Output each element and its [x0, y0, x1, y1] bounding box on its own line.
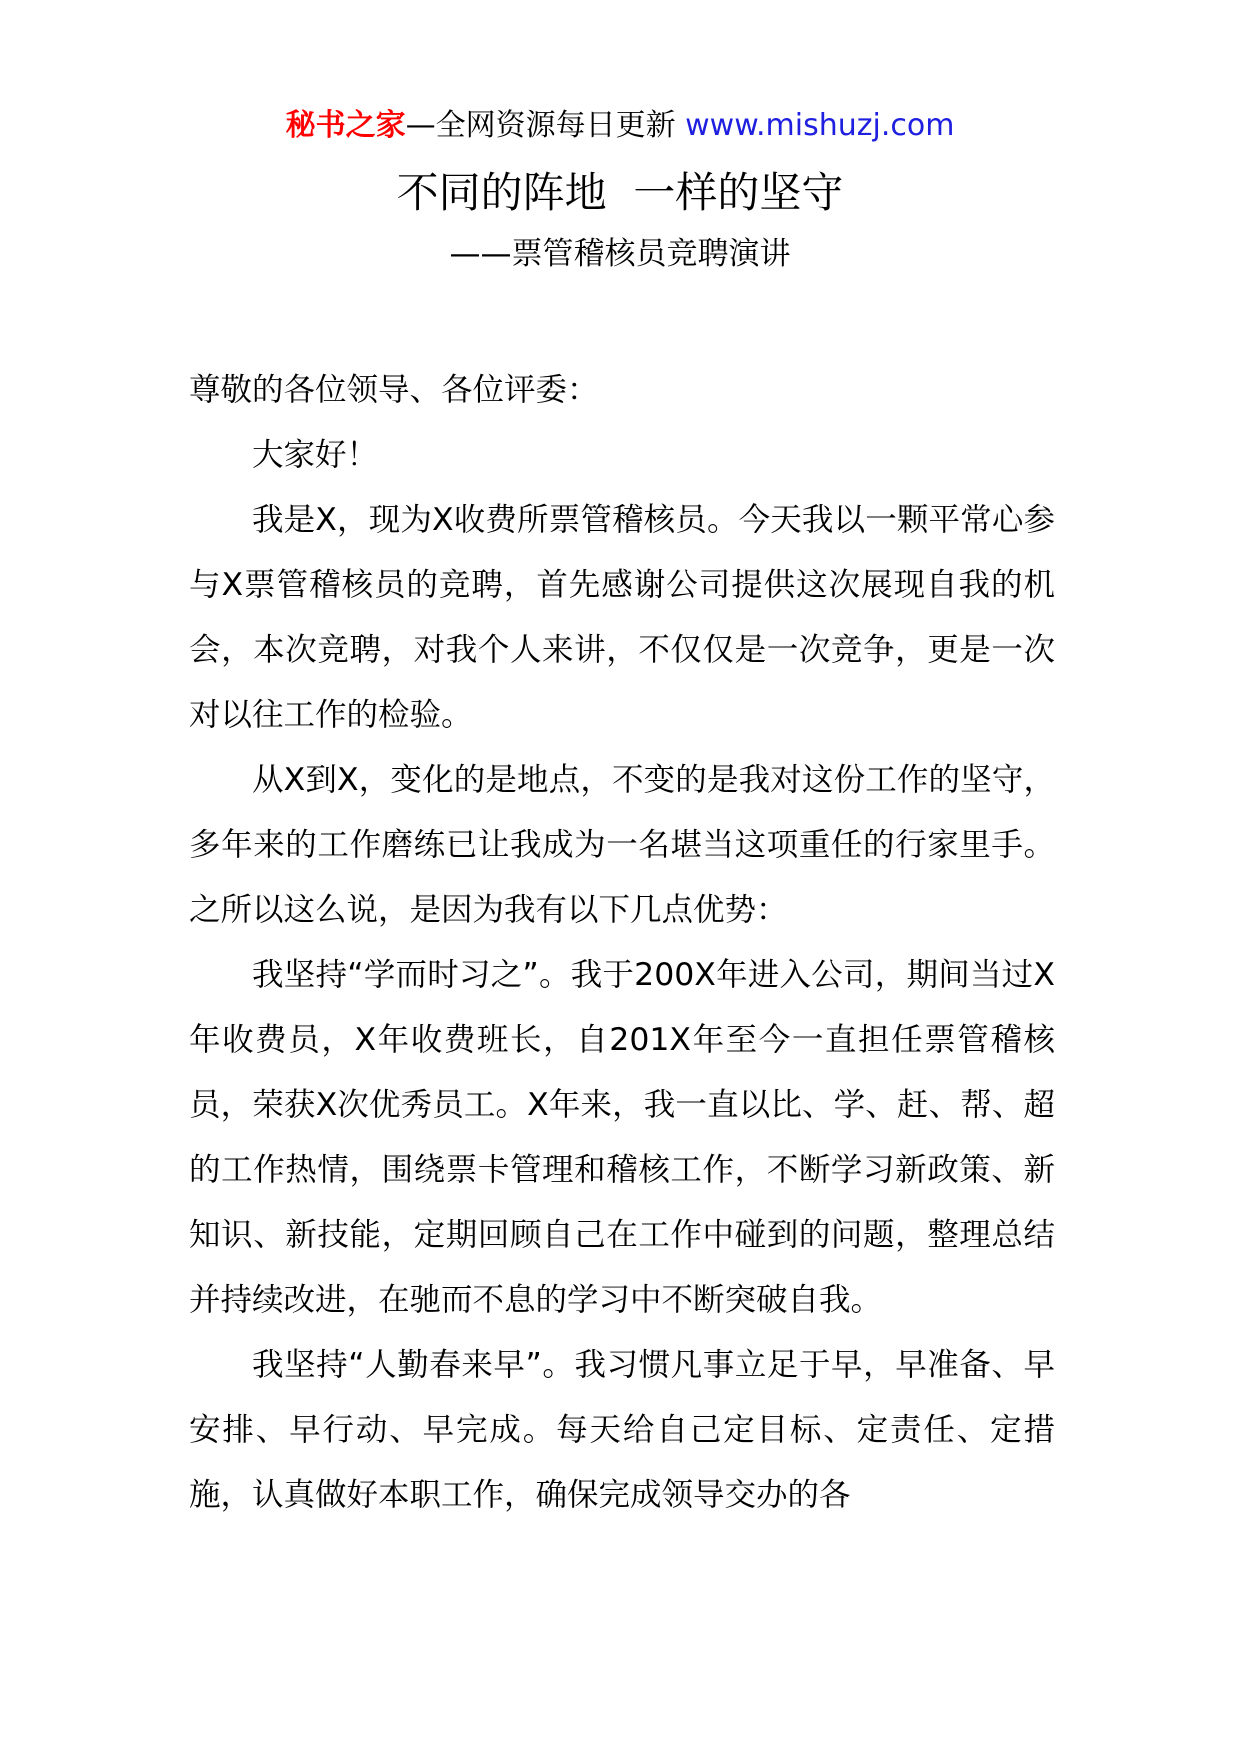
site-url-link[interactable]: www.mishuzj.com [685, 108, 955, 143]
body-paragraph: 我坚持“学而时习之”。我于200X年进入公司，期间当过X年收费员，X年收费班长，自201X年至今一直担任票管稽核员，荣获X次优秀员工。X年来，我一直以比、学、赶、帮、超的工作热情，围绕票卡管理和稽核工作，不断学习新政策、新知识、新技能，定期回顾自己在工作中碰到的问题，整理总结并持续改进，在驰而不息的学习中不断突破自我。 [189, 957, 1055, 1318]
body-paragraph: 我是X，现为X收费所票管稽核员。今天我以一颗平常心参与X票管稽核员的竞聘，首先感谢公司提供这次展现自我的机会，本次竞聘，对我个人来讲，不仅仅是一次竞争，更是一次对以往工作的检验。 [189, 502, 1055, 733]
header-tagline: —全网资源每日更新 [405, 108, 686, 143]
body-paragraph: 从X到X，变化的是地点，不变的是我对这份工作的坚守，多年来的工作磨练已让我成为一名堪当这项重任的行家里手。之所以这么说，是因为我有以下几点优势： [189, 762, 1055, 928]
document-title: 不同的阵地 一样的坚守 [396, 168, 844, 217]
greeting-paragraph: 大家好！ [252, 437, 379, 473]
document-body [189, 358, 1055, 1528]
site-header [0, 104, 1240, 148]
body-paragraph: 我坚持“人勤春来早”。我习惯凡事立足于早，早准备、早安排、早行动、早完成。每天给自己定目标、定责任、定措施，认真做好本职工作，确保完成领导交办的各 [189, 1347, 1055, 1513]
brand-name: 秘书之家 [285, 108, 406, 143]
document-subtitle: ——票管稽核员竞聘演讲 [449, 236, 791, 272]
salutation-paragraph: 尊敬的各位领导、各位评委： [189, 372, 599, 408]
